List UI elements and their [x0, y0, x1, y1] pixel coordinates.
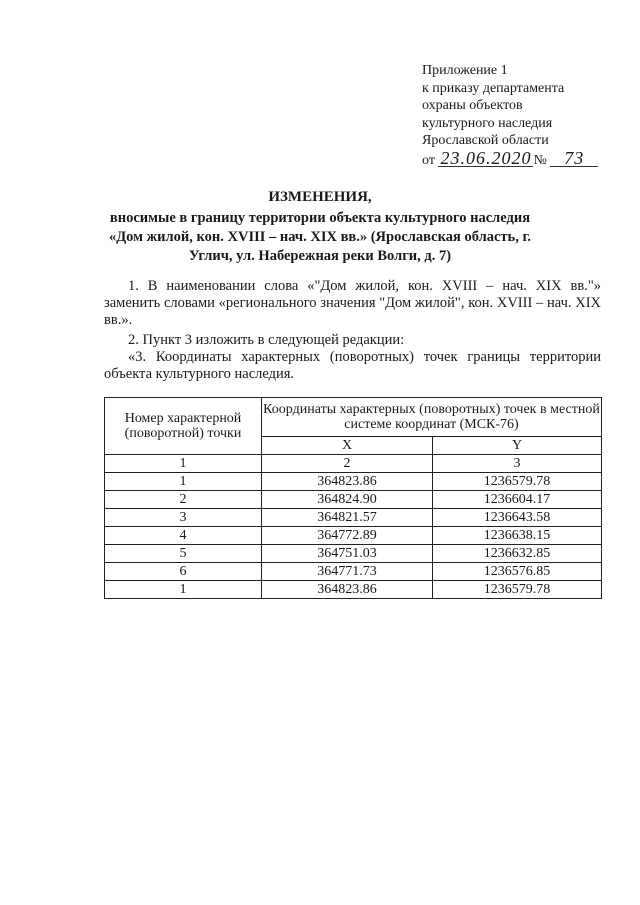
table-header-point-number: Номер характерной (поворотной) точки	[105, 398, 262, 455]
table-row	[105, 563, 602, 581]
table-cell: 1236579.78	[433, 473, 602, 491]
table-cell: 1236632.85	[433, 545, 602, 563]
table-cell: 1236638.15	[433, 527, 602, 545]
table-cell: 364751.03	[262, 545, 433, 563]
table-cell: 364823.86	[262, 581, 433, 599]
table-cell: 1	[105, 473, 262, 491]
number-prefix: №	[533, 152, 547, 168]
table-row	[105, 545, 602, 563]
table-cell: 3	[105, 509, 262, 527]
appendix-line: культурного наследия	[422, 115, 553, 131]
table-cell: 364821.57	[262, 509, 433, 527]
table-row	[105, 581, 602, 599]
paragraph-3: «3. Координаты характерных (поворотных) точек границы территории объекта культурного наследия.	[104, 349, 601, 382]
table-cell: 2	[105, 491, 262, 509]
table-cell: 364823.86	[262, 473, 433, 491]
paragraph-1: 1. В наименовании слова «"Дом жилой, кон. XVIII – нач. XIX вв."» заменить словами «регионального значения "Дом жилой", кон. XVIII – нач. XIX вв.».	[104, 278, 601, 328]
date-prefix: от	[422, 152, 435, 168]
order-date: 23.06.2020	[440, 147, 532, 168]
appendix-line: Ярославской области	[422, 133, 549, 148]
table-cell: 364771.73	[262, 563, 433, 581]
table-header-coordinates: Координаты характерных (поворотных) точек в местной системе координат (МСК-76)	[262, 398, 602, 437]
appendix-line: к приказу департамента	[422, 80, 565, 96]
table-cell: 6	[105, 563, 262, 581]
page-subtitle: вносимые в границу территории объекта культурного наследия «Дом жилой, кон. XVIII – нач. XIX вв.» (Ярославская область, г. Углич, ул. Набережная реки Волги, д. 7)	[108, 210, 532, 264]
appendix-block	[422, 62, 622, 169]
table-cell: 1	[105, 455, 262, 473]
table-cell: 1236576.85	[433, 563, 602, 581]
order-number: 73	[550, 150, 598, 167]
table-cell: 2	[262, 455, 433, 473]
table-row	[105, 473, 602, 491]
table-header-y: Y	[433, 437, 602, 455]
table-cell: 1	[105, 581, 262, 599]
appendix-line: охраны объектов	[422, 98, 523, 113]
order-date-line	[422, 147, 622, 170]
table-cell: 5	[105, 545, 262, 563]
page-title: ИЗМЕНЕНИЯ,	[268, 189, 372, 205]
appendix-line: Приложение 1	[422, 63, 508, 78]
table-header-x: X	[262, 437, 433, 455]
table-index-row	[105, 455, 602, 473]
table-cell: 3	[433, 455, 602, 473]
table-cell: 4	[105, 527, 262, 545]
paragraph-2: 2. Пункт 3 изложить в следующей редакции:	[128, 332, 405, 348]
table-row	[105, 527, 602, 545]
coordinates-table	[104, 397, 602, 599]
table-row	[105, 491, 602, 509]
table-cell: 364824.90	[262, 491, 433, 509]
document-heading	[100, 188, 540, 266]
table-cell: 364772.89	[262, 527, 433, 545]
document-body	[104, 278, 601, 383]
table-cell: 1236643.58	[433, 509, 602, 527]
table-cell: 1236579.78	[433, 581, 602, 599]
table-row	[105, 509, 602, 527]
table-cell: 1236604.17	[433, 491, 602, 509]
